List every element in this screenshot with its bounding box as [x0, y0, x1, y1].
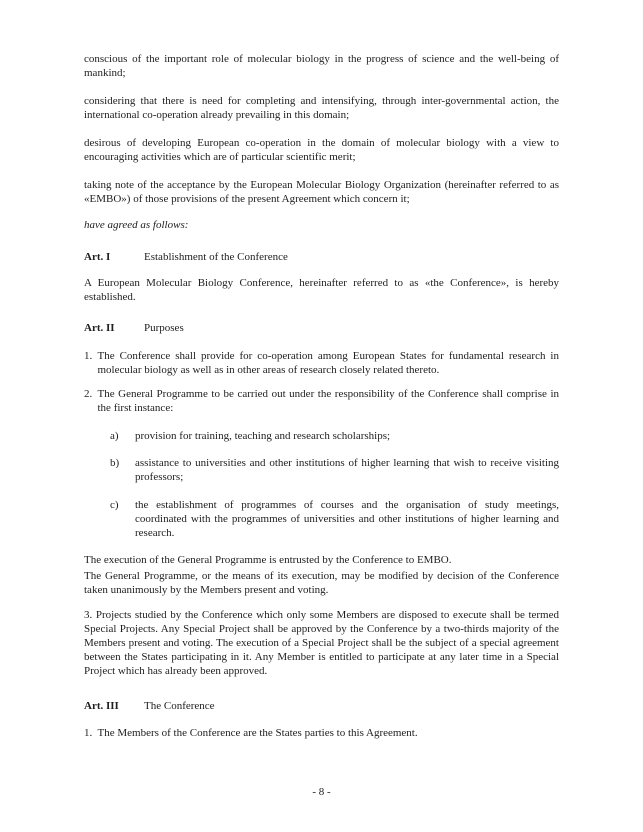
- article-1-title: Establishment of the Conference: [144, 251, 288, 263]
- article-2-paragraph-special-projects: 3. Projects studied by the Conference which only some Members are disposed to execute shall be termed Special Projects. Any Special Project shall be approved by the Conference by a two-thirds majority of the Members present and voting. The execution of a Special Project shall be the subject of a special agreement between the States participating in it. Any Member is entitled to participate at any later time in a Special Project which has already been approved.: [84, 609, 559, 677]
- item-text: The General Programme to be carried out under the responsibility of the Conference shall comprise in the first instance:: [97, 388, 559, 414]
- article-3-item-1: [84, 726, 559, 740]
- article-2-item-1: [84, 349, 559, 377]
- item-text: provision for training, teaching and research scholarships;: [135, 430, 391, 442]
- article-1-label: Art. I: [84, 251, 111, 263]
- item-letter: c): [110, 499, 119, 511]
- page-number: - 8 -: [312, 786, 331, 798]
- article-2-subitem-a: [110, 429, 559, 443]
- article-2-heading: [84, 321, 559, 335]
- article-2-title: Purposes: [144, 322, 184, 334]
- page-content: [84, 52, 559, 740]
- article-2-paragraph-modification: The General Programme, or the means of its execution, may be modified by decision of the Conference taken unanimously by the Members present and voting.: [84, 570, 559, 596]
- item-text: The Members of the Conference are the States parties to this Agreement.: [97, 727, 418, 739]
- article-3-label: Art. III: [84, 700, 119, 712]
- preamble-paragraph-conscious: conscious of the important role of molecular biology in the progress of science and the well-being of mankind;: [84, 53, 559, 79]
- article-2-label: Art. II: [84, 322, 115, 334]
- article-3-heading: [84, 699, 559, 713]
- item-number: 2.: [84, 388, 93, 400]
- item-text: The Conference shall provide for co-operation among European States for fundamental research in molecular biology as well as in other areas of research closely related thereto.: [97, 350, 559, 376]
- item-text: assistance to universities and other institutions of higher learning that wish to receive visiting professors;: [135, 457, 559, 483]
- item-letter: a): [110, 430, 119, 442]
- agreement-clause: have agreed as follows:: [84, 219, 189, 231]
- article-2-subitem-b: [110, 456, 559, 484]
- article-2-paragraph-execution: The execution of the General Programme is entrusted by the Conference to EMBO.: [84, 554, 452, 566]
- article-1-heading: [84, 250, 559, 264]
- article-1-body: A European Molecular Biology Conference, hereinafter referred to as «the Conference», is hereby established.: [84, 277, 559, 303]
- item-number: 1.: [84, 727, 93, 739]
- item-text: the establishment of programmes of courses and the organisation of study meetings, coordinated with the programmes of universities and other institutions of higher learning and research.: [135, 499, 559, 539]
- article-2-subitem-c: [110, 498, 559, 540]
- item-letter: b): [110, 457, 120, 469]
- preamble-paragraph-taking-note: taking note of the acceptance by the European Molecular Biology Organization (hereinafter referred to as «EMBO») of those provisions of the present Agreement which concern it;: [84, 179, 559, 205]
- item-number: 1.: [84, 350, 93, 362]
- preamble-paragraph-considering: considering that there is need for completing and intensifying, through inter-governmental action, the international co-operation already prevailing in this domain;: [84, 95, 559, 121]
- article-2-item-2: [84, 387, 559, 415]
- preamble-paragraph-desirous: desirous of developing European co-operation in the domain of molecular biology with a view to encouraging activities which are of particular scientific merit;: [84, 137, 559, 163]
- article-3-title: The Conference: [144, 700, 215, 712]
